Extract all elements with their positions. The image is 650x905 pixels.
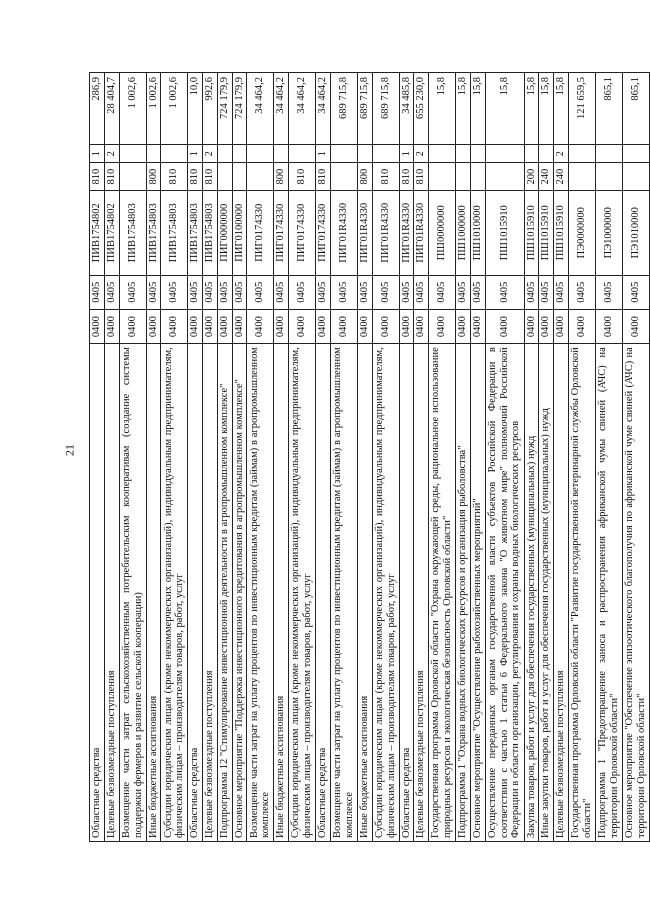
table-row bbox=[247, 73, 274, 842]
expense-type-cell: 810 bbox=[161, 163, 188, 190]
subsection-code-cell: 0405 bbox=[414, 275, 429, 309]
expense-type-cell bbox=[568, 163, 595, 190]
section-code-cell: 0400 bbox=[554, 309, 569, 343]
target-article-cell: ПЭ1010000 bbox=[622, 190, 649, 275]
row-name-cell: Подпрограмма 12 "Стимулирование инвестиционной деятельности в агропромышленном комплексе" bbox=[217, 344, 232, 842]
row-name-cell: Субсидии юридическим лицам (кроме некоммерческих организаций), индивидуальным предпринимателям, физическим лицам – производителям товаров, работ, услуг bbox=[161, 344, 188, 842]
section-code-cell: 0400 bbox=[414, 309, 429, 343]
section-code-cell: 0400 bbox=[330, 309, 357, 343]
section-code-cell: 0400 bbox=[357, 309, 372, 343]
subsection-code-cell: 0405 bbox=[188, 275, 203, 309]
budget-table-body bbox=[90, 73, 650, 842]
section-code-cell: 0400 bbox=[146, 309, 161, 343]
amount-cell: 10,0 bbox=[188, 73, 203, 145]
row-name-cell: Государственная программа Орловской области "Охрана окружающей среды, рациональное использование природных ресурсов и экологическая безопасность Орловской области" bbox=[429, 344, 456, 842]
table-row bbox=[146, 73, 161, 842]
source-code-cell bbox=[357, 145, 372, 163]
table-row bbox=[539, 73, 554, 842]
section-code-cell: 0400 bbox=[289, 309, 316, 343]
row-name-cell: Возмещение части затрат на уплату процентов по инвестиционным кредитам (займам) в агропромышленном комплексе bbox=[330, 344, 357, 842]
table-row bbox=[104, 73, 119, 842]
subsection-code-cell: 0405 bbox=[429, 275, 456, 309]
amount-cell: 15,8 bbox=[456, 73, 471, 145]
section-code-cell: 0400 bbox=[372, 309, 399, 343]
amount-cell: 15,8 bbox=[539, 73, 554, 145]
amount-cell: 34 485,8 bbox=[399, 73, 414, 145]
subsection-code-cell: 0405 bbox=[524, 275, 539, 309]
amount-cell: 724 179,9 bbox=[217, 73, 232, 145]
section-code-cell: 0400 bbox=[456, 309, 471, 343]
section-code-cell: 0400 bbox=[203, 309, 218, 343]
section-code-cell: 0400 bbox=[188, 309, 203, 343]
budget-table bbox=[89, 72, 650, 842]
source-code-cell bbox=[595, 145, 622, 163]
amount-cell: 15,8 bbox=[554, 73, 569, 145]
source-code-cell bbox=[456, 145, 471, 163]
page-number: 21 bbox=[62, 444, 77, 456]
table-row bbox=[568, 73, 595, 842]
row-name-cell: Подпрограмма 1 "Охрана водных биологических ресурсов и организация рыболовства" bbox=[456, 344, 471, 842]
section-code-cell: 0400 bbox=[161, 309, 188, 343]
subsection-code-cell: 0405 bbox=[232, 275, 247, 309]
subsection-code-cell: 0405 bbox=[470, 275, 485, 309]
source-code-cell bbox=[146, 145, 161, 163]
row-name-cell: Основное мероприятие "Обеспечение эпизоотического благополучия по африканской чуме свиней (АЧС) на территории Орловской области" bbox=[622, 344, 649, 842]
subsection-code-cell: 0405 bbox=[217, 275, 232, 309]
target-article-cell: ПИВ1754802 bbox=[90, 190, 105, 275]
subsection-code-cell: 0405 bbox=[316, 275, 331, 309]
section-code-cell: 0400 bbox=[104, 309, 119, 343]
expense-type-cell bbox=[485, 163, 524, 190]
source-code-cell: 1 bbox=[188, 145, 203, 163]
target-article-cell: ПШ1015910 bbox=[554, 190, 569, 275]
subsection-code-cell: 0405 bbox=[161, 275, 188, 309]
table-row bbox=[274, 73, 289, 842]
amount-cell: 865,1 bbox=[595, 73, 622, 145]
section-code-cell: 0400 bbox=[595, 309, 622, 343]
source-code-cell: 1 bbox=[399, 145, 414, 163]
amount-cell: 865,1 bbox=[622, 73, 649, 145]
expense-type-cell bbox=[330, 163, 357, 190]
source-code-cell bbox=[289, 145, 316, 163]
row-name-cell: Основное мероприятие "Осуществление рыбохозяйственных мероприятий" bbox=[470, 344, 485, 842]
amount-cell: 15,8 bbox=[429, 73, 456, 145]
target-article-cell: ПИВ1754803 bbox=[119, 190, 146, 275]
expense-type-cell: 810 bbox=[203, 163, 218, 190]
target-article-cell: ПШ1000000 bbox=[456, 190, 471, 275]
subsection-code-cell: 0405 bbox=[274, 275, 289, 309]
expense-type-cell bbox=[217, 163, 232, 190]
source-code-cell bbox=[622, 145, 649, 163]
table-row bbox=[622, 73, 649, 842]
source-code-cell bbox=[524, 145, 539, 163]
table-row bbox=[217, 73, 232, 842]
section-code-cell: 0400 bbox=[524, 309, 539, 343]
section-code-cell: 0400 bbox=[119, 309, 146, 343]
amount-cell: 1 002,6 bbox=[119, 73, 146, 145]
subsection-code-cell: 0405 bbox=[554, 275, 569, 309]
table-row bbox=[554, 73, 569, 842]
row-name-cell: Закупка товаров, работ и услуг для обеспечения государственных (муниципальных) нужд bbox=[524, 344, 539, 842]
table-row bbox=[119, 73, 146, 842]
row-name-cell: Иные закупки товаров, работ и услуг для обеспечения государственных (муниципальных) нужд bbox=[539, 344, 554, 842]
section-code-cell: 0400 bbox=[316, 309, 331, 343]
amount-cell: 15,8 bbox=[485, 73, 524, 145]
source-code-cell bbox=[429, 145, 456, 163]
source-code-cell bbox=[274, 145, 289, 163]
amount-cell: 286,9 bbox=[90, 73, 105, 145]
expense-type-cell bbox=[247, 163, 274, 190]
table-row bbox=[485, 73, 524, 842]
amount-cell: 1 002,6 bbox=[161, 73, 188, 145]
section-code-cell: 0400 bbox=[622, 309, 649, 343]
table-row bbox=[289, 73, 316, 842]
table-row bbox=[372, 73, 399, 842]
table-row bbox=[203, 73, 218, 842]
expense-type-cell: 800 bbox=[274, 163, 289, 190]
target-article-cell: ПИГ0174330 bbox=[247, 190, 274, 275]
source-code-cell bbox=[247, 145, 274, 163]
amount-cell: 689 715,8 bbox=[330, 73, 357, 145]
subsection-code-cell: 0405 bbox=[203, 275, 218, 309]
expense-type-cell: 800 bbox=[357, 163, 372, 190]
row-name-cell: Государственная программа Орловской области "Развитие государственной ветеринарной службы Орловской области" bbox=[568, 344, 595, 842]
rotated-table-container bbox=[89, 72, 647, 842]
source-code-cell bbox=[119, 145, 146, 163]
expense-type-cell bbox=[119, 163, 146, 190]
amount-cell: 34 464,2 bbox=[316, 73, 331, 145]
target-article-cell: ПЭ1000000 bbox=[595, 190, 622, 275]
expense-type-cell: 810 bbox=[188, 163, 203, 190]
section-code-cell: 0400 bbox=[485, 309, 524, 343]
target-article-cell: ПИГ0000000 bbox=[217, 190, 232, 275]
amount-cell: 121 659,5 bbox=[568, 73, 595, 145]
source-code-cell bbox=[330, 145, 357, 163]
amount-cell: 724 179,9 bbox=[232, 73, 247, 145]
section-code-cell: 0400 bbox=[470, 309, 485, 343]
expense-type-cell bbox=[470, 163, 485, 190]
subsection-code-cell: 0405 bbox=[539, 275, 554, 309]
row-name-cell: Целевые безвозмездные поступления bbox=[414, 344, 429, 842]
source-code-cell bbox=[372, 145, 399, 163]
target-article-cell: ПШ1010000 bbox=[470, 190, 485, 275]
expense-type-cell: 200 bbox=[524, 163, 539, 190]
subsection-code-cell: 0405 bbox=[568, 275, 595, 309]
amount-cell: 15,8 bbox=[470, 73, 485, 145]
section-code-cell: 0400 bbox=[217, 309, 232, 343]
table-row bbox=[161, 73, 188, 842]
table-row bbox=[429, 73, 456, 842]
target-article-cell: ПИГ01R4330 bbox=[414, 190, 429, 275]
expense-type-cell bbox=[622, 163, 649, 190]
expense-type-cell: 810 bbox=[104, 163, 119, 190]
table-row bbox=[90, 73, 105, 842]
section-code-cell: 0400 bbox=[399, 309, 414, 343]
source-code-cell bbox=[539, 145, 554, 163]
row-name-cell: Областные средства bbox=[188, 344, 203, 842]
target-article-cell: ПИВ1754803 bbox=[161, 190, 188, 275]
target-article-cell: ПИГ0174330 bbox=[316, 190, 331, 275]
row-name-cell: Областные средства bbox=[90, 344, 105, 842]
target-article-cell: ПИВ1754803 bbox=[203, 190, 218, 275]
expense-type-cell: 810 bbox=[399, 163, 414, 190]
source-code-cell bbox=[217, 145, 232, 163]
row-name-cell: Субсидии юридическим лицам (кроме некоммерческих организаций), индивидуальным предпринимателям, физическим лицам – производителям товаров, работ, услуг bbox=[289, 344, 316, 842]
subsection-code-cell: 0405 bbox=[399, 275, 414, 309]
target-article-cell: ПШ1015910 bbox=[524, 190, 539, 275]
amount-cell: 15,8 bbox=[524, 73, 539, 145]
amount-cell: 655 230,0 bbox=[414, 73, 429, 145]
subsection-code-cell: 0405 bbox=[372, 275, 399, 309]
table-row bbox=[316, 73, 331, 842]
section-code-cell: 0400 bbox=[539, 309, 554, 343]
expense-type-cell bbox=[232, 163, 247, 190]
section-code-cell: 0400 bbox=[274, 309, 289, 343]
target-article-cell: ПИВ1754803 bbox=[146, 190, 161, 275]
target-article-cell: ПШ0000000 bbox=[429, 190, 456, 275]
source-code-cell bbox=[161, 145, 188, 163]
subsection-code-cell: 0405 bbox=[357, 275, 372, 309]
expense-type-cell bbox=[429, 163, 456, 190]
target-article-cell: ПИГ0174330 bbox=[274, 190, 289, 275]
expense-type-cell bbox=[456, 163, 471, 190]
target-article-cell: ПЭ0000000 bbox=[568, 190, 595, 275]
expense-type-cell: 810 bbox=[90, 163, 105, 190]
source-code-cell bbox=[470, 145, 485, 163]
amount-cell: 689 715,8 bbox=[357, 73, 372, 145]
subsection-code-cell: 0405 bbox=[289, 275, 316, 309]
target-article-cell: ПШ1015910 bbox=[485, 190, 524, 275]
amount-cell: 34 464,2 bbox=[274, 73, 289, 145]
source-code-cell: 2 bbox=[554, 145, 569, 163]
amount-cell: 1 002,6 bbox=[146, 73, 161, 145]
amount-cell: 689 715,8 bbox=[372, 73, 399, 145]
expense-type-cell: 810 bbox=[414, 163, 429, 190]
row-name-cell: Подпрограмма 1 "Предотвращение заноса и распространения африканской чумы свиней (АЧС) на территории Орловской области" bbox=[595, 344, 622, 842]
row-name-cell: Целевые безвозмездные поступления bbox=[203, 344, 218, 842]
table-row bbox=[232, 73, 247, 842]
subsection-code-cell: 0405 bbox=[622, 275, 649, 309]
expense-type-cell: 240 bbox=[539, 163, 554, 190]
source-code-cell: 1 bbox=[90, 145, 105, 163]
subsection-code-cell: 0405 bbox=[330, 275, 357, 309]
subsection-code-cell: 0405 bbox=[485, 275, 524, 309]
row-name-cell: Областные средства bbox=[399, 344, 414, 842]
target-article-cell: ПИГ01R4330 bbox=[357, 190, 372, 275]
target-article-cell: ПИГ0100000 bbox=[232, 190, 247, 275]
source-code-cell: 2 bbox=[414, 145, 429, 163]
target-article-cell: ПИВ1754802 bbox=[104, 190, 119, 275]
source-code-cell bbox=[232, 145, 247, 163]
source-code-cell bbox=[485, 145, 524, 163]
target-article-cell: ПИВ1754803 bbox=[188, 190, 203, 275]
subsection-code-cell: 0405 bbox=[104, 275, 119, 309]
row-name-cell: Основное мероприятие "Поддержка инвестиционного кредитования в агропромышленном комплексе" bbox=[232, 344, 247, 842]
expense-type-cell bbox=[595, 163, 622, 190]
amount-cell: 34 464,2 bbox=[247, 73, 274, 145]
section-code-cell: 0400 bbox=[232, 309, 247, 343]
target-article-cell: ПИГ01R4330 bbox=[330, 190, 357, 275]
subsection-code-cell: 0405 bbox=[146, 275, 161, 309]
source-code-cell: 2 bbox=[203, 145, 218, 163]
expense-type-cell: 810 bbox=[372, 163, 399, 190]
subsection-code-cell: 0405 bbox=[247, 275, 274, 309]
section-code-cell: 0400 bbox=[90, 309, 105, 343]
row-name-cell: Иные бюджетные ассигнования bbox=[146, 344, 161, 842]
row-name-cell: Иные бюджетные ассигнования bbox=[357, 344, 372, 842]
table-row bbox=[595, 73, 622, 842]
expense-type-cell: 810 bbox=[316, 163, 331, 190]
row-name-cell: Возмещение части затрат на уплату процентов по инвестиционным кредитам (займам) в агропромышленном комплексе bbox=[247, 344, 274, 842]
table-row bbox=[414, 73, 429, 842]
source-code-cell: 1 bbox=[316, 145, 331, 163]
subsection-code-cell: 0405 bbox=[595, 275, 622, 309]
row-name-cell: Иные бюджетные ассигнования bbox=[274, 344, 289, 842]
row-name-cell: Областные средства bbox=[316, 344, 331, 842]
table-row bbox=[456, 73, 471, 842]
expense-type-cell: 800 bbox=[146, 163, 161, 190]
row-name-cell: Целевые безвозмездные поступления bbox=[104, 344, 119, 842]
expense-type-cell: 810 bbox=[289, 163, 316, 190]
target-article-cell: ПИГ0174330 bbox=[289, 190, 316, 275]
row-name-cell: Целевые безвозмездные поступления bbox=[554, 344, 569, 842]
row-name-cell: Возмещение части затрат сельскохозяйственным потребительским кооперативам (создание системы поддержки фермеров и развитие сельской кооперации) bbox=[119, 344, 146, 842]
row-name-cell: Субсидии юридическим лицам (кроме некоммерческих организаций), индивидуальным предпринимателям, физическим лицам – производителям товаров, работ, услуг bbox=[372, 344, 399, 842]
subsection-code-cell: 0405 bbox=[456, 275, 471, 309]
section-code-cell: 0400 bbox=[247, 309, 274, 343]
section-code-cell: 0400 bbox=[568, 309, 595, 343]
target-article-cell: ПШ1015910 bbox=[539, 190, 554, 275]
table-row bbox=[188, 73, 203, 842]
table-row bbox=[470, 73, 485, 842]
target-article-cell: ПИГ01R4330 bbox=[372, 190, 399, 275]
source-code-cell bbox=[568, 145, 595, 163]
subsection-code-cell: 0405 bbox=[119, 275, 146, 309]
subsection-code-cell: 0405 bbox=[90, 275, 105, 309]
amount-cell: 28 404,7 bbox=[104, 73, 119, 145]
table-row bbox=[524, 73, 539, 842]
expense-type-cell: 240 bbox=[554, 163, 569, 190]
table-row bbox=[330, 73, 357, 842]
amount-cell: 34 464,2 bbox=[289, 73, 316, 145]
source-code-cell: 2 bbox=[104, 145, 119, 163]
table-row bbox=[399, 73, 414, 842]
section-code-cell: 0400 bbox=[429, 309, 456, 343]
target-article-cell: ПИГ01R4330 bbox=[399, 190, 414, 275]
table-row bbox=[357, 73, 372, 842]
row-name-cell: Осуществление переданных органам государственной власти субъектов Российской Федерации в соответствии с частью 1 статьи 6 Федерального закона "О животном мире" полномочий Российской Федерации в области организации, регулирования и охраны водных биологических ресурсов bbox=[485, 344, 524, 842]
amount-cell: 992,6 bbox=[203, 73, 218, 145]
